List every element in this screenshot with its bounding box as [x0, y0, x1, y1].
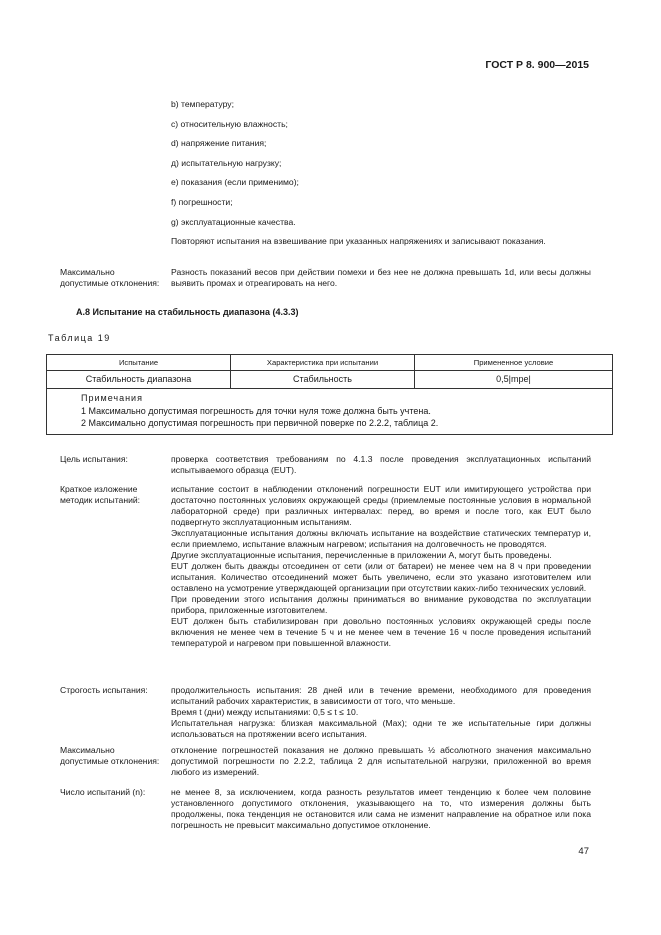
list-item: е) показания (если применимо); — [171, 177, 299, 188]
field-text-method — [171, 484, 591, 649]
table-header-cell: Характеристика при испытании — [231, 355, 415, 371]
field-paragraph: отклонение погрешностей показания не должно превышать ½ абсолютного значения максимально допустимой погрешности по 2.2.2, таблица 2 для испытательной нагрузки, приложенной во время любого из измерений. — [171, 745, 591, 777]
field-text-purpose — [171, 454, 591, 476]
table-cell: 0,5|mpe| — [415, 371, 613, 389]
table-notes — [47, 389, 613, 435]
field-paragraph: испытание состоит в наблюдении отклонений погрешности EUT или имитирующего устройства при достаточно постоянных условиях окружающей среды (приемлемые постоянные условия в нормальной лабораторной среде) при различных интервалах: перед, во время и после того, как EUT было подвергнуто эксплуатационным испытаниям. — [171, 484, 591, 527]
field-paragraph: Испытательная нагрузка: близкая максимальной (Max); одни те же испытательные гири должны использоваться на протяжении всего испытания. — [171, 718, 591, 739]
list-item: c) относительную влажность; — [171, 118, 288, 129]
document-code: ГОСТ Р 8. 900—2015 — [485, 59, 589, 71]
max-deviation-label: Максимально допустимые отклонения: — [60, 267, 160, 288]
table-cell: Стабильность диапазона — [47, 371, 231, 389]
list-item: Повторяют испытания на взвешивание при указанных напряжениях и записывают показания. — [171, 236, 546, 247]
list-item: g) эксплуатационные качества. — [171, 216, 296, 227]
field-paragraph: EUT должен быть дважды отсоединен от сети (или от батареи) не менее чем на 8 ч при проведении испытания. Количество отсоединений может быть увеличено, если это указано изготовителем или оставлено на усмотрение утверждающей организации при отсутствии каких-либо технических условий. — [171, 561, 591, 593]
field-text-severity — [171, 685, 591, 740]
list-item: f) погрешности; — [171, 196, 233, 207]
field-label-purpose: Цель испытания: — [60, 454, 128, 464]
list-item: b) температуру; — [171, 99, 234, 109]
field-paragraph: не менее 8, за исключением, когда разность результатов имеет тенденцию к более чем половине установленного допустимого отклонения, указывающего на то, что измерения должны быть продолжены, пока тенденция не остановится или сама не изменит направление на обратное или пока погрешность не превысит максимально допустимое отклонение. — [171, 787, 591, 830]
list-item: d) напряжение питания; — [171, 138, 267, 149]
page-number: 47 — [578, 846, 589, 857]
list-item: д) испытательную нагрузку; — [171, 157, 282, 168]
field-paragraph: При проведении этого испытания должны приниматься во внимание руководства по эксплуатации прибора, приложенные изготовителем. — [171, 594, 591, 615]
table-cell: Стабильность — [231, 371, 415, 389]
field-label-max-deviation: Максимально допустимые отклонения: — [60, 745, 160, 766]
field-paragraph: Эксплуатационные испытания должны включать испытание на воздействие статических температур и, если приемлемо, испытание влажным нагревом; испытания на долговечность не проводятся. — [171, 528, 591, 549]
field-paragraph: Другие эксплуатационные испытания, перечисленные в приложении А, могут быть проведены. — [171, 550, 552, 560]
field-label-method: Краткое изложение методик испытаний: — [60, 484, 141, 505]
field-text-test-count — [171, 787, 591, 831]
field-label-test-count: Число испытаний (n): — [60, 787, 146, 797]
field-paragraph: продолжительность испытания: 28 дней или в течение времени, необходимого для проведения испытаний рабочих характеристик, в зависимости от того, что меньше. — [171, 685, 591, 706]
table-caption: Таблица 19 — [48, 333, 111, 343]
parameter-list — [171, 99, 591, 256]
section-title: А.8 Испытание на стабильность диапазона (4.3.3) — [76, 307, 299, 317]
field-paragraph: проверка соответствия требованиям по 4.1.3 после проведения эксплуатационных испытаний испытываемого образца (EUT). — [171, 454, 591, 475]
table-19 — [46, 354, 613, 435]
note-item: 2 Максимально допустимая погрешность при первичной поверке по 2.2.2, таблица 2. — [81, 418, 439, 428]
max-deviation-text: Разность показаний весов при действии помехи и без нее не должна превышать 1d, или весы должны выявить промах и отреагировать на него. — [171, 267, 591, 288]
note-item: 1 Максимально допустимая погрешность для точки нуля тоже должна быть учтена. — [81, 405, 431, 416]
field-text-max-deviation — [171, 745, 591, 778]
table-header-cell: Примененное условие — [415, 355, 613, 371]
notes-title: Примечания — [81, 393, 143, 403]
table-header-cell: Испытание — [47, 355, 231, 371]
field-paragraph: Время t (дни) между испытаниями: 0,5 ≤ t ≤ 10. — [171, 707, 359, 717]
field-label-severity: Строгость испытания: — [60, 685, 148, 695]
field-paragraph: EUT должен быть стабилизирован при довольно постоянных условиях окружающей среды после включения не менее чем в течение 5 ч и не менее чем в течение 16 ч после проведения испытаний температурой и нагревом при повышенной влажности. — [171, 616, 591, 648]
